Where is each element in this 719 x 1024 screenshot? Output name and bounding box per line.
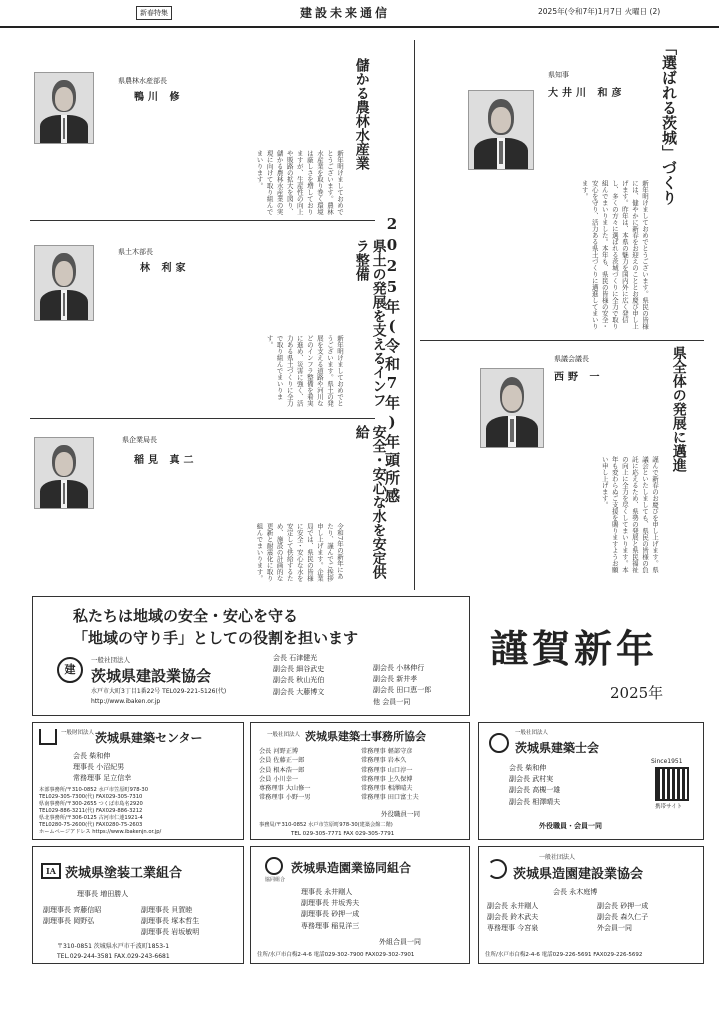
association-logo-icon: 建 [57, 657, 83, 683]
role-label: 県知事 [548, 71, 569, 79]
member-list: 副会長 砂押一成 副会長 森久仁子 外会員一同 [597, 902, 649, 933]
portrait-photo [34, 437, 94, 509]
org-name: 茨城県造園建設業協会 [513, 867, 644, 882]
org-address: 水戸市大町3丁目1番22号 TEL029-221-5126(代) [91, 688, 227, 695]
member-leader: 理事長 増田勝人 [77, 890, 129, 898]
page-header [0, 0, 719, 28]
article-headline: 県全体の発展に邁進 [670, 346, 687, 472]
member-list: 副会長 永井剛人 副会長 鈴木武夫 専務理事 今宮泉 [487, 902, 539, 933]
member-leader: 会長 永木庭博 [553, 888, 598, 896]
paper-title: 建設未来通信 [300, 6, 391, 20]
member-list: 副理事長 齊藤信昭 副理事長 岡野弘 [43, 906, 102, 926]
article-body: 令和7年の新年にあたり、謹んでご挨拶申し上げます。企業局では、県民の皆様に安全・安心な水を安定して供給するため、施設の計画的な更新と耐震化に取り組んでまいります。 [255, 523, 344, 582]
column-divider [414, 40, 415, 590]
org-type: 一般社団法人 [91, 656, 130, 664]
ad-landscaping-construction-association [478, 846, 704, 964]
divider [30, 418, 375, 419]
person-name: 西野 一 [554, 372, 604, 383]
ad-architect-office-association [250, 722, 470, 840]
ad-painting-union [32, 846, 244, 964]
org-type: 協同組合 [265, 877, 286, 883]
article-headline: 安全・安心な水を安定供給 [353, 425, 387, 579]
address-list: 本部事務所/〒310-0852 水戸市笠原町978-30 TEL029-305-7300(代) FAX029-305-7310 県南事務所/〒300-2655 つくば市島名2920 TEL029-886-3211(代) FAX029-886-3212 県北事務所/〒306-0125 古河市仁連1921-4 TEL0280-75-2600(代) FAX0280-75-2603 ホームページアドレス https://www.ibakenjn.or.jp/ [39, 787, 162, 836]
divider [30, 220, 375, 221]
ad-landscaping-union [250, 846, 470, 964]
ad-construction-association [32, 596, 470, 716]
member-list: 会長 石津健光 副会長 細谷武史 副会長 秋山光伯 副会長 大藤博文 [273, 654, 325, 696]
member-list: 副会長 小林伸行 副会長 新井孝 副会長 田口恵一郎 他 会員一同 [373, 664, 432, 706]
person-name: 林 利家 [140, 263, 190, 274]
new-year-greeting [480, 600, 705, 716]
ad-slogan-1: 私たちは地域の安全・安心を守る [73, 607, 299, 625]
union-logo-icon [265, 857, 283, 875]
org-url: http://www.ibaken.or.jp [91, 698, 161, 705]
union-logo-icon: IA [41, 863, 61, 879]
org-name: 茨城県建設業協会 [91, 667, 212, 685]
ad-architects-society [478, 722, 704, 840]
portrait-photo [480, 368, 544, 448]
since-label: Since1951 [651, 758, 683, 765]
org-type: 一般社団法人 [515, 730, 549, 736]
org-name: 茨城県建築士事務所協会 [305, 730, 426, 743]
member-list: 会長 柴和伸 副会長 武村実 副会長 高槻一雄 副会長 相澤晴夫 [509, 764, 561, 806]
org-type: 一般社団法人 [267, 732, 301, 738]
org-address: 〒310-0851 茨城県水戸市千波町1853-1 [57, 943, 170, 950]
section-tag: 新春特集 [136, 6, 172, 20]
org-type: 一般財団法人 [61, 730, 95, 736]
org-type: 一般社団法人 [539, 854, 576, 861]
org-address: 住所/水戸市白梅2-4-6 電話029-226-5691 FAX029-226-5692 [485, 952, 643, 958]
org-name: 茨城県建築士会 [515, 741, 600, 755]
org-address: 事務局/〒310-0852 水戸市笠原町978-30(建築会館二階) [259, 822, 393, 828]
association-logo-icon [487, 859, 507, 879]
ad-building-center [32, 722, 244, 840]
article-headline: 儲かる農林水産業 [353, 58, 370, 170]
person-name: 稲見 真二 [134, 455, 198, 466]
issue-date: 2025年(令和7年)1月7日 火曜日 (2) [538, 7, 661, 16]
greeting-text: 謹賀新年 [490, 626, 659, 671]
ad-slogan-2: 「地域の守り手」としての役割を担います [73, 629, 359, 647]
org-name: 茨城県建築センター [95, 731, 203, 745]
member-footer: 外組合員一同 [379, 938, 421, 946]
article-headline: 「選ばれる茨城」づくり [660, 40, 678, 205]
building-logo-icon [39, 729, 57, 745]
article-governor [420, 40, 704, 340]
org-tel: TEL 029-305-7771 FAX 029-305-7791 [291, 831, 395, 837]
qr-code-icon[interactable] [655, 767, 689, 801]
member-footer: 外役職員一同 [381, 810, 420, 818]
role-label: 県企業局長 [122, 436, 157, 444]
portrait-photo [34, 245, 94, 321]
portrait-photo [34, 72, 94, 144]
article-body: 謹んで新春のお慶びを申し上げます。県議会といたしましても、県民の皆様の負託に応えるため、県勢の発展と県民福祉の向上に全力を尽くしてまいります。本年も変わらぬご支援を賜りますようお願い申し上げます。 [600, 456, 659, 573]
article-body: 新年明けましておめでとうございます。県民の皆様には、健やかに新春をお迎えのこととお慶び申し上げます。昨年は、本県の魅力を国内外に広く発信し、多くの方々に選ばれる茨城づくりに全力で取り組んでまいりました。本年も、県民の皆様の安全・安心を守り、活力ある県土づくりに邁進してまいります。 [580, 180, 649, 330]
member-list: 副理事長 貝賀睦 副理事長 塚本哲生 副理事長 岩坂敏明 [141, 906, 200, 937]
qr-label: 携帯サイト [655, 804, 683, 810]
org-name: 茨城県塗装工業組合 [65, 866, 183, 881]
member-list: 会長 河野正博 会員 佐藤正一郎 会員 根本浩一郎 会員 小川幸一 専務理事 大山修一 常務理事 小野一男 [259, 748, 311, 802]
member-list: 常務理事 軽部守彦 常務理事 岩本久 常務理事 山口淳一 常務理事 上久保博 常務理事 相澤晴夫 常務理事 田口富士夫 [361, 748, 419, 802]
article-headline: 県土の発展を支えるインフラ整備 [353, 239, 387, 407]
member-footer: 外役職員・会員一同 [539, 822, 602, 830]
org-name: 茨城県造園業協同組合 [291, 861, 412, 875]
portrait-photo [468, 90, 534, 170]
article-body: 新年明けましておめでとうございます。農林水産業を取り巻く環境は厳しさを増しておりますが、生産性の向上や販路の拡大を図り、儲かる農林水産業の実現に向けて取り組んでまいります。 [255, 150, 344, 215]
article-body: 新年明けましておめでとうございます。県土の発展を支える道路や河川などのインフラ整備を着実に進め、災害に強く、活力ある県土づくりに全力で取り組んでまいります。 [265, 335, 344, 407]
role-label: 県土木部長 [118, 248, 153, 256]
greeting-year: 2025年 [610, 684, 664, 702]
member-list: 会長 柴和伸 理事長 小沼紀男 常務理事 足立信幸 [73, 752, 132, 783]
article-agriculture [30, 40, 375, 220]
role-label: 県農林水産部長 [118, 77, 167, 85]
article-civil-engineering [30, 225, 387, 415]
member-list: 理事長 永井剛人 副理事長 井坂秀夫 副理事長 砂押一成 専務理事 稲見洋三 [301, 888, 360, 930]
org-address: 住所/水戸市白梅2-4-6 電話029-302-7900 FAX029-302-7901 [257, 952, 415, 958]
article-enterprise-bureau [30, 423, 387, 588]
center-title: 2025年(令和7年)年頭所感 [383, 215, 401, 506]
role-label: 県議会議長 [554, 355, 589, 363]
person-name: 鴨川 修 [134, 92, 184, 103]
divider [420, 340, 704, 341]
person-name: 大井川 和彦 [548, 88, 626, 99]
article-assembly-chair [420, 346, 704, 586]
org-tel: TEL.029-244-3581 FAX.029-243-6681 [57, 953, 170, 960]
society-logo-icon [489, 733, 509, 753]
